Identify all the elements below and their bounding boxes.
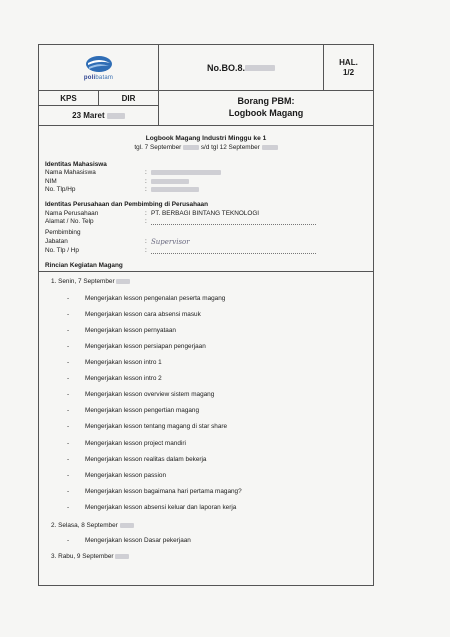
list-item: - Mengerjakan lesson intro 1 xyxy=(67,359,162,367)
dir-cell xyxy=(98,90,159,106)
list-item: - Mengerjakan lesson intro 2 xyxy=(67,375,162,383)
logo-cell xyxy=(39,45,159,91)
logbook-title: Logbook Magang Industri Minggu ke 1 xyxy=(145,135,267,142)
field-nama-perusahaan: Nama Perusahaan : PT. BERBAGI BINTANG TEKNOLOGI xyxy=(45,209,260,217)
hal-value: 1/2 xyxy=(342,67,355,77)
borang-cell xyxy=(158,90,373,126)
logbook-date-range: tgl. 7 September s/d tgl 12 September xyxy=(45,144,367,153)
field-jabatan: Jabatan : Supervisor xyxy=(45,238,367,247)
logo-mark-icon xyxy=(84,54,114,74)
field-nama-mahasiswa: Nama Mahasiswa : xyxy=(45,169,367,178)
kps-cell xyxy=(39,90,99,106)
redacted-block xyxy=(107,113,125,119)
redacted-block xyxy=(245,65,275,71)
kps-label: KPS xyxy=(60,93,77,103)
field-pembimbing: Pembimbing xyxy=(45,229,81,237)
hal-label: HAL. xyxy=(339,57,358,67)
list-item: - Mengerjakan lesson passion xyxy=(67,471,166,479)
list-item: - Mengerjakan lesson project mandiri xyxy=(67,439,186,447)
doc-number: No.BO.8. xyxy=(206,62,245,73)
mahasiswa-heading: Identitas Mahasiswa xyxy=(45,160,107,168)
activity-list xyxy=(45,291,367,516)
jabatan-handwritten: Supervisor xyxy=(151,237,190,246)
day-item: 1. Senin, 7 September xyxy=(51,278,367,287)
field-tlp-perusahaan: No. Tlp / Hp : xyxy=(45,247,367,258)
borang-title: Borang PBM: xyxy=(237,96,295,107)
list-item: - Mengerjakan lesson tentang magang di star share xyxy=(67,423,228,431)
header-table xyxy=(39,45,373,125)
list-item: - Mengerjakan lesson absensi keluar dan laporan kerja xyxy=(67,503,237,511)
date-cell xyxy=(39,105,159,126)
rincian-heading: Rincian Kegiatan Magang xyxy=(39,262,373,273)
field-tlp-mahasiswa: No. Tlp/Hp : xyxy=(45,186,367,195)
doc-number-cell xyxy=(158,45,324,91)
field-alamat: Alamat / No. Telp : xyxy=(45,218,367,229)
list-item: - Mengerjakan lesson cara absensi masuk xyxy=(67,310,201,318)
field-nim: NIM : xyxy=(45,178,367,187)
list-item: - Mengerjakan lesson persiapan pengerjaan xyxy=(67,343,206,351)
list-item: - Mengerjakan lesson pengertian magang xyxy=(67,407,200,415)
list-item: - Mengerjakan lesson Dasar pekerjaan xyxy=(67,536,191,544)
list-item: - Mengerjakan lesson pengenalan peserta magang xyxy=(67,294,226,302)
logbook-content xyxy=(45,135,367,562)
perusahaan-heading: Identitas Perusahaan dan Pembimbing di Perusahaan xyxy=(45,201,209,209)
list-item: - Mengerjakan lesson realitas dalam bekerja xyxy=(67,455,207,463)
polibatam-logo xyxy=(84,54,114,81)
list-item: - Mengerjakan lesson overview sistem magang xyxy=(67,391,215,399)
dir-label: DIR xyxy=(121,93,136,103)
list-item: - Mengerjakan lesson bagaimana hari pertama magang? xyxy=(67,487,242,495)
day-item: 3. Rabu, 9 September xyxy=(51,553,367,562)
logo-text: polibatam xyxy=(83,75,114,81)
borang-subtitle: Logbook Magang xyxy=(228,108,304,118)
page-count-cell xyxy=(323,45,373,91)
document-frame xyxy=(38,44,374,586)
day-item: 2. Selasa, 8 September xyxy=(51,522,367,531)
list-item: - Mengerjakan lesson pernyataan xyxy=(67,326,176,334)
header-date: 23 Maret xyxy=(72,111,105,120)
